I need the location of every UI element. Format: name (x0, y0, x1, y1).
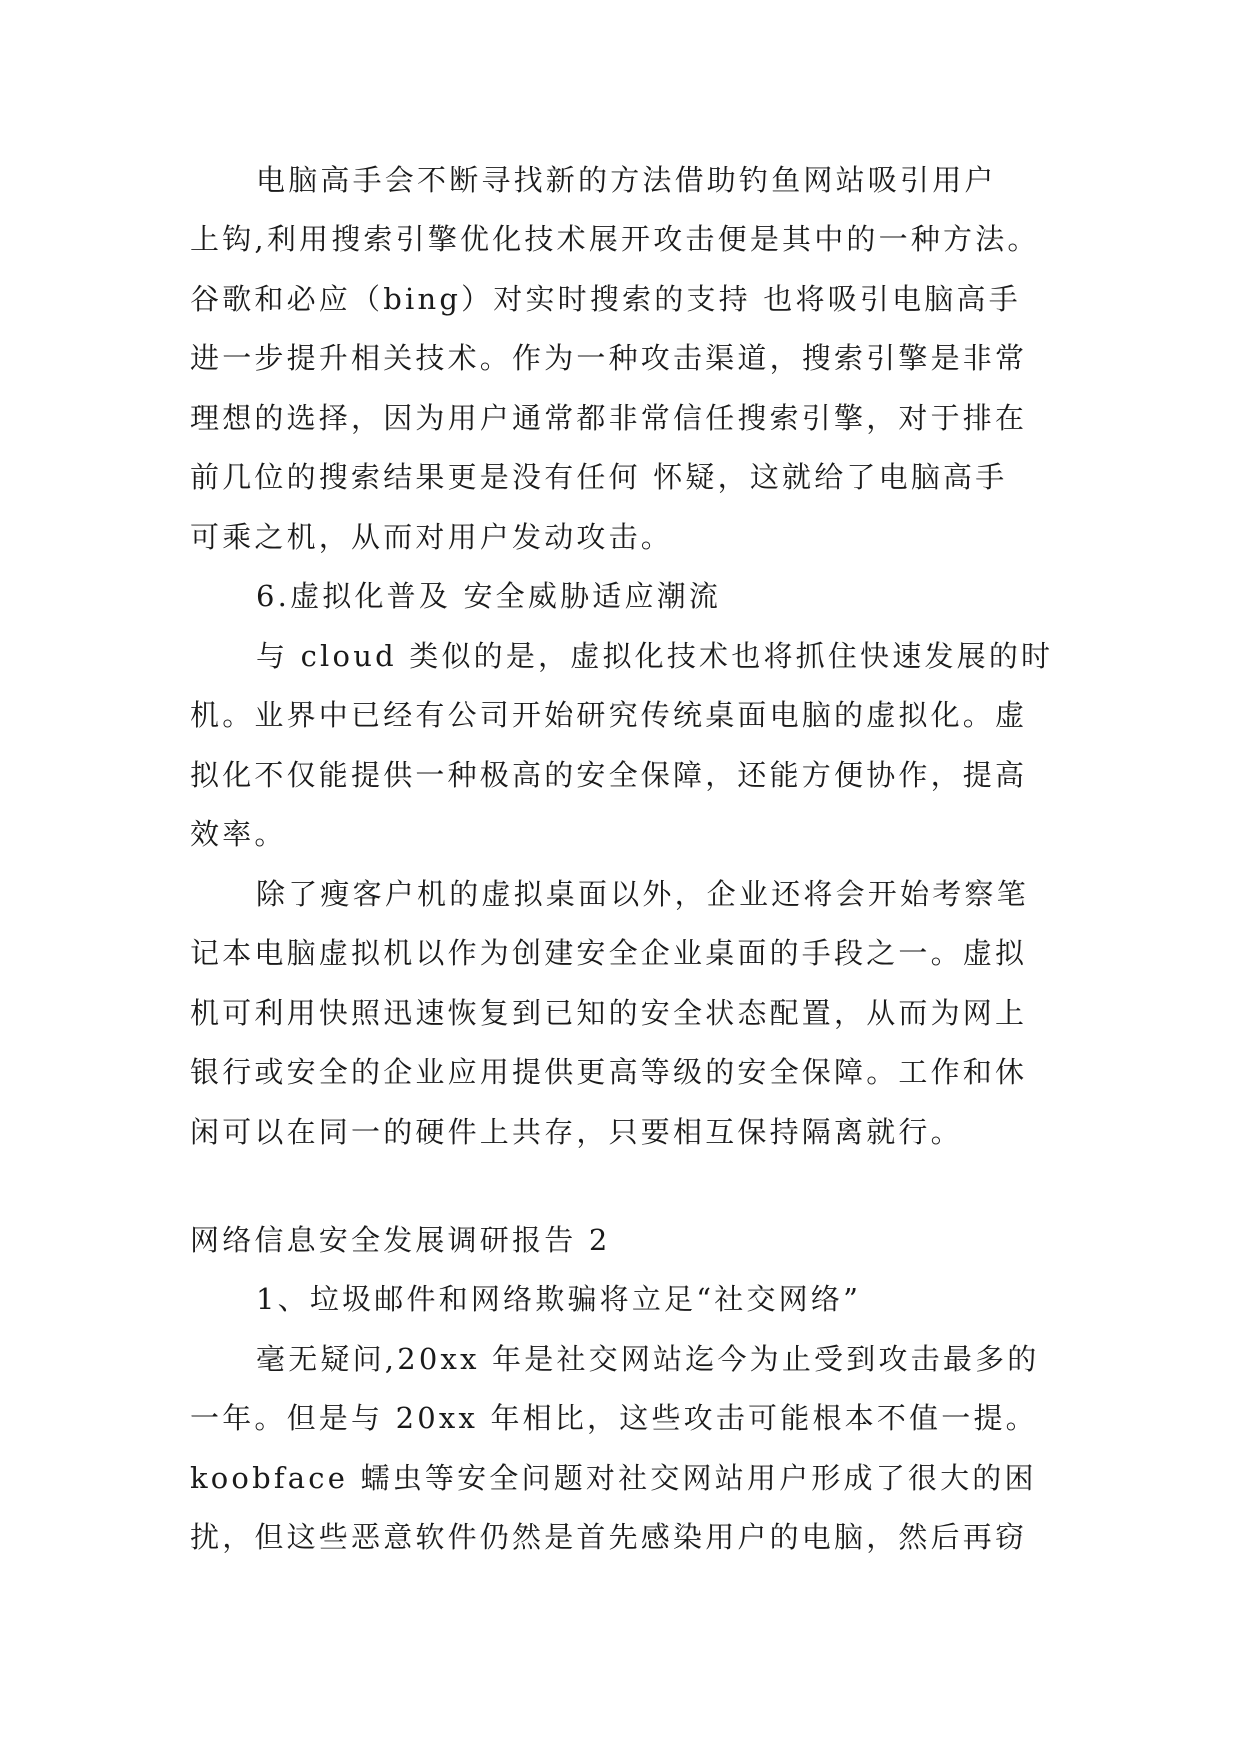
paragraph-line: 机。业界中已经有公司开始研究传统桌面电脑的虚拟化。虚 (190, 698, 1028, 732)
paragraph-line: koobface 蠕虫等安全问题对社交网站用户形成了很大的困 (190, 1461, 1037, 1495)
section-heading: 1、垃圾邮件和网络欺骗将立足“社交网络” (256, 1282, 862, 1316)
paragraph-line: 拟化不仅能提供一种极高的安全保障，还能方便协作，提高 (190, 758, 1028, 792)
paragraph-line: 与 cloud 类似的是，虚拟化技术也将抓住快速发展的时 (256, 639, 1054, 673)
paragraph-line: 除了瘦客户机的虚拟桌面以外，企业还将会开始考察笔 (256, 877, 1029, 911)
paragraph-line: 闲可以在同一的硬件上共存，只要相互保持隔离就行。 (190, 1115, 963, 1149)
paragraph-line: 上钩,利用搜索引擎优化技术展开攻击便是其中的一种方法。 (190, 222, 1040, 256)
paragraph-line: 记本电脑虚拟机以作为创建安全企业桌面的手段之一。虚拟 (190, 936, 1028, 970)
paragraph-line: 毫无疑问,20xx 年是社交网站迄今为止受到攻击最多的 (256, 1342, 1040, 1376)
paragraph-line: 谷歌和必应（bing）对实时搜索的支持 也将吸引电脑高手 (190, 282, 1021, 316)
paragraph-line: 电脑高手会不断寻找新的方法借助钓鱼网站吸引用户 (256, 163, 997, 197)
paragraph-line: 银行或安全的企业应用提供更高等级的安全保障。工作和休 (190, 1055, 1028, 1089)
paragraph-line: 一年。但是与 20xx 年相比，这些攻击可能根本不值一提。 (190, 1401, 1038, 1435)
paragraph-line: 效率。 (190, 817, 287, 851)
report-title: 网络信息安全发展调研报告 2 (190, 1223, 611, 1257)
section-heading: 6.虚拟化普及 安全威胁适应潮流 (256, 579, 722, 613)
paragraph-line: 扰，但这些恶意软件仍然是首先感染用户的电脑，然后再窃 (190, 1520, 1028, 1554)
paragraph-line: 进一步提升相关技术。作为一种攻击渠道，搜索引擎是非常 (190, 341, 1028, 375)
paragraph-line: 理想的选择，因为用户通常都非常信任搜索引擎，对于排在 (190, 401, 1028, 435)
paragraph-line: 可乘之机，从而对用户发动攻击。 (190, 520, 674, 554)
paragraph-line: 前几位的搜索结果更是没有任何 怀疑，这就给了电脑高手 (190, 460, 1008, 494)
paragraph-line: 机可利用快照迅速恢复到已知的安全状态配置，从而为网上 (190, 996, 1028, 1030)
